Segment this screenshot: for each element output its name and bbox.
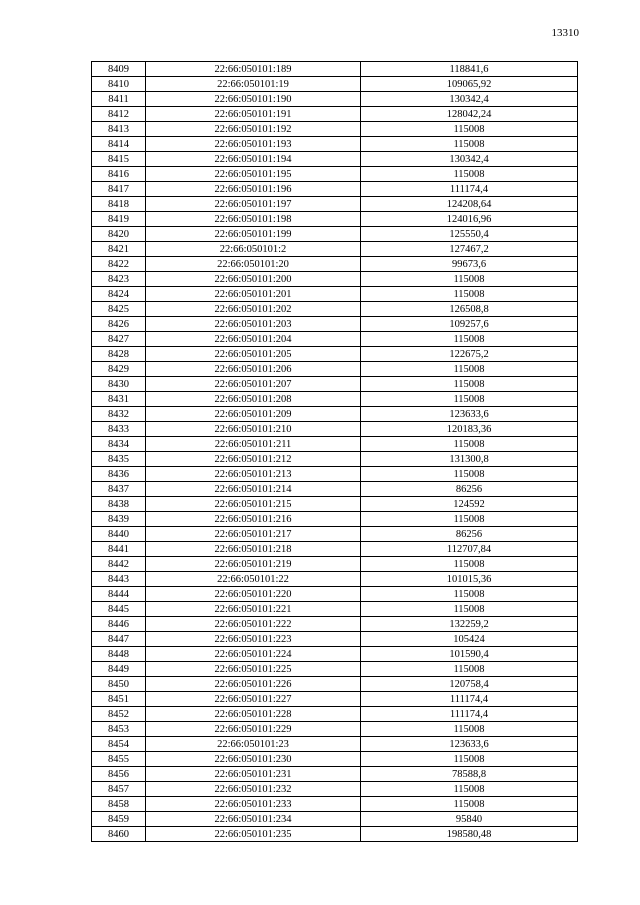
row-number-cell: 8430 [92,377,146,392]
row-number-cell: 8420 [92,227,146,242]
value-cell: 127467,2 [361,242,578,257]
value-cell: 118841,6 [361,62,578,77]
table-row [92,707,578,722]
cadastral-number-cell: 22:66:050101:196 [146,182,361,197]
cadastral-number-cell: 22:66:050101:229 [146,722,361,737]
cadastral-number-cell: 22:66:050101:206 [146,362,361,377]
table-row [92,422,578,437]
cadastral-number-cell: 22:66:050101:235 [146,827,361,842]
table-row [92,482,578,497]
table-row [92,587,578,602]
cadastral-number-cell: 22:66:050101:225 [146,662,361,677]
table-row [92,167,578,182]
table-row [92,542,578,557]
cadastral-number-cell: 22:66:050101:204 [146,332,361,347]
value-cell: 124208,64 [361,197,578,212]
table-row [92,437,578,452]
value-cell: 86256 [361,527,578,542]
row-number-cell: 8418 [92,197,146,212]
cadastral-number-cell: 22:66:050101:223 [146,632,361,647]
cadastral-number-cell: 22:66:050101:230 [146,752,361,767]
cadastral-number-cell: 22:66:050101:20 [146,257,361,272]
table-row [92,377,578,392]
value-cell: 120183,36 [361,422,578,437]
cadastral-number-cell: 22:66:050101:201 [146,287,361,302]
table-row [92,137,578,152]
row-number-cell: 8433 [92,422,146,437]
table-row [92,92,578,107]
cadastral-number-cell: 22:66:050101:215 [146,497,361,512]
row-number-cell: 8425 [92,302,146,317]
row-number-cell: 8440 [92,527,146,542]
cadastral-number-cell: 22:66:050101:222 [146,617,361,632]
table-row [92,722,578,737]
cadastral-number-cell: 22:66:050101:233 [146,797,361,812]
cadastral-number-cell: 22:66:050101:189 [146,62,361,77]
value-cell: 101015,36 [361,572,578,587]
row-number-cell: 8429 [92,362,146,377]
cadastral-number-cell: 22:66:050101:211 [146,437,361,452]
row-number-cell: 8432 [92,407,146,422]
value-cell: 115008 [361,122,578,137]
cadastral-number-cell: 22:66:050101:216 [146,512,361,527]
cadastral-number-cell: 22:66:050101:217 [146,527,361,542]
value-cell: 124592 [361,497,578,512]
row-number-cell: 8412 [92,107,146,122]
table-row [92,257,578,272]
row-number-cell: 8455 [92,752,146,767]
value-cell: 120758,4 [361,677,578,692]
table-row [92,662,578,677]
value-cell: 125550,4 [361,227,578,242]
row-number-cell: 8410 [92,77,146,92]
row-number-cell: 8413 [92,122,146,137]
page-number: 13310 [551,27,579,39]
row-number-cell: 8444 [92,587,146,602]
value-cell: 115008 [361,722,578,737]
row-number-cell: 8421 [92,242,146,257]
table-row [92,827,578,842]
row-number-cell: 8431 [92,392,146,407]
value-cell: 115008 [361,377,578,392]
value-cell: 123633,6 [361,407,578,422]
table-row [92,347,578,362]
table-row [92,77,578,92]
table-row [92,557,578,572]
row-number-cell: 8439 [92,512,146,527]
row-number-cell: 8437 [92,482,146,497]
table-row [92,152,578,167]
table-row [92,332,578,347]
table-row [92,197,578,212]
row-number-cell: 8427 [92,332,146,347]
value-cell: 130342,4 [361,92,578,107]
value-cell: 86256 [361,482,578,497]
row-number-cell: 8460 [92,827,146,842]
cadastral-number-cell: 22:66:050101:193 [146,137,361,152]
value-cell: 115008 [361,167,578,182]
row-number-cell: 8436 [92,467,146,482]
value-cell: 115008 [361,557,578,572]
cadastral-number-cell: 22:66:050101:195 [146,167,361,182]
value-cell: 132259,2 [361,617,578,632]
row-number-cell: 8438 [92,497,146,512]
table-row [92,227,578,242]
table-row [92,572,578,587]
cadastral-number-cell: 22:66:050101:22 [146,572,361,587]
row-number-cell: 8447 [92,632,146,647]
value-cell: 99673,6 [361,257,578,272]
row-number-cell: 8458 [92,797,146,812]
value-cell: 115008 [361,362,578,377]
value-cell: 131300,8 [361,452,578,467]
cadastral-number-cell: 22:66:050101:2 [146,242,361,257]
table-row [92,287,578,302]
cadastral-number-cell: 22:66:050101:203 [146,317,361,332]
value-cell: 115008 [361,662,578,677]
table-row [92,62,578,77]
row-number-cell: 8443 [92,572,146,587]
cadastral-number-cell: 22:66:050101:190 [146,92,361,107]
table-row [92,317,578,332]
value-cell: 111174,4 [361,707,578,722]
row-number-cell: 8423 [92,272,146,287]
table-row [92,692,578,707]
row-number-cell: 8415 [92,152,146,167]
value-cell: 105424 [361,632,578,647]
row-number-cell: 8428 [92,347,146,362]
row-number-cell: 8434 [92,437,146,452]
row-number-cell: 8457 [92,782,146,797]
value-cell: 111174,4 [361,692,578,707]
table-row [92,812,578,827]
value-cell: 115008 [361,137,578,152]
value-cell: 109065,92 [361,77,578,92]
row-number-cell: 8441 [92,542,146,557]
row-number-cell: 8450 [92,677,146,692]
table-row [92,182,578,197]
row-number-cell: 8454 [92,737,146,752]
table-row [92,122,578,137]
row-number-cell: 8419 [92,212,146,227]
value-cell: 109257,6 [361,317,578,332]
cadastral-number-cell: 22:66:050101:199 [146,227,361,242]
cadastral-number-cell: 22:66:050101:200 [146,272,361,287]
table-row [92,527,578,542]
row-number-cell: 8456 [92,767,146,782]
table-row [92,512,578,527]
value-cell: 101590,4 [361,647,578,662]
row-number-cell: 8424 [92,287,146,302]
cadastral-number-cell: 22:66:050101:19 [146,77,361,92]
cadastral-number-cell: 22:66:050101:207 [146,377,361,392]
row-number-cell: 8442 [92,557,146,572]
row-number-cell: 8446 [92,617,146,632]
row-number-cell: 8435 [92,452,146,467]
table-row [92,107,578,122]
table-row [92,407,578,422]
value-cell: 115008 [361,752,578,767]
table-row [92,617,578,632]
cadastral-number-cell: 22:66:050101:224 [146,647,361,662]
cadastral-number-cell: 22:66:050101:209 [146,407,361,422]
cadastral-number-cell: 22:66:050101:218 [146,542,361,557]
cadastral-number-cell: 22:66:050101:228 [146,707,361,722]
table-row [92,497,578,512]
table-row [92,737,578,752]
value-cell: 78588,8 [361,767,578,782]
row-number-cell: 8449 [92,662,146,677]
cadastral-number-cell: 22:66:050101:213 [146,467,361,482]
row-number-cell: 8459 [92,812,146,827]
row-number-cell: 8416 [92,167,146,182]
value-cell: 115008 [361,287,578,302]
cadastral-number-cell: 22:66:050101:194 [146,152,361,167]
value-cell: 126508,8 [361,302,578,317]
value-cell: 115008 [361,392,578,407]
value-cell: 123633,6 [361,737,578,752]
table-row [92,767,578,782]
table-row [92,362,578,377]
value-cell: 115008 [361,797,578,812]
value-cell: 115008 [361,587,578,602]
cadastral-number-cell: 22:66:050101:197 [146,197,361,212]
cadastral-number-cell: 22:66:050101:227 [146,692,361,707]
table-body [92,62,578,842]
cadastral-number-cell: 22:66:050101:221 [146,602,361,617]
cadastral-number-cell: 22:66:050101:232 [146,782,361,797]
cadastral-number-cell: 22:66:050101:210 [146,422,361,437]
value-cell: 115008 [361,602,578,617]
row-number-cell: 8414 [92,137,146,152]
cadastral-number-cell: 22:66:050101:208 [146,392,361,407]
table-row [92,632,578,647]
value-cell: 115008 [361,332,578,347]
row-number-cell: 8453 [92,722,146,737]
row-number-cell: 8452 [92,707,146,722]
row-number-cell: 8451 [92,692,146,707]
value-cell: 115008 [361,782,578,797]
cadastral-number-cell: 22:66:050101:198 [146,212,361,227]
value-cell: 198580,48 [361,827,578,842]
row-number-cell: 8445 [92,602,146,617]
cadastral-number-cell: 22:66:050101:214 [146,482,361,497]
cadastral-number-cell: 22:66:050101:205 [146,347,361,362]
cadastral-number-cell: 22:66:050101:219 [146,557,361,572]
cadastral-number-cell: 22:66:050101:226 [146,677,361,692]
cadastral-number-cell: 22:66:050101:220 [146,587,361,602]
cadastral-number-cell: 22:66:050101:191 [146,107,361,122]
value-cell: 115008 [361,467,578,482]
row-number-cell: 8448 [92,647,146,662]
table-row [92,392,578,407]
table-row [92,782,578,797]
row-number-cell: 8422 [92,257,146,272]
table-row [92,602,578,617]
cadastral-number-cell: 22:66:050101:23 [146,737,361,752]
cadastral-number-cell: 22:66:050101:202 [146,302,361,317]
table-row [92,647,578,662]
row-number-cell: 8417 [92,182,146,197]
table-row [92,302,578,317]
table-row [92,677,578,692]
cadastral-number-cell: 22:66:050101:231 [146,767,361,782]
table-row [92,212,578,227]
table-row [92,242,578,257]
cadastral-number-cell: 22:66:050101:212 [146,452,361,467]
table-row [92,797,578,812]
value-cell: 124016,96 [361,212,578,227]
cadastral-number-cell: 22:66:050101:192 [146,122,361,137]
value-cell: 115008 [361,512,578,527]
table-row [92,452,578,467]
cadastral-value-table [91,61,578,842]
row-number-cell: 8426 [92,317,146,332]
value-cell: 112707,84 [361,542,578,557]
value-cell: 115008 [361,272,578,287]
value-cell: 122675,2 [361,347,578,362]
row-number-cell: 8411 [92,92,146,107]
value-cell: 115008 [361,437,578,452]
cadastral-number-cell: 22:66:050101:234 [146,812,361,827]
value-cell: 130342,4 [361,152,578,167]
table-row [92,272,578,287]
value-cell: 128042,24 [361,107,578,122]
value-cell: 111174,4 [361,182,578,197]
value-cell: 95840 [361,812,578,827]
row-number-cell: 8409 [92,62,146,77]
table-row [92,752,578,767]
table-row [92,467,578,482]
